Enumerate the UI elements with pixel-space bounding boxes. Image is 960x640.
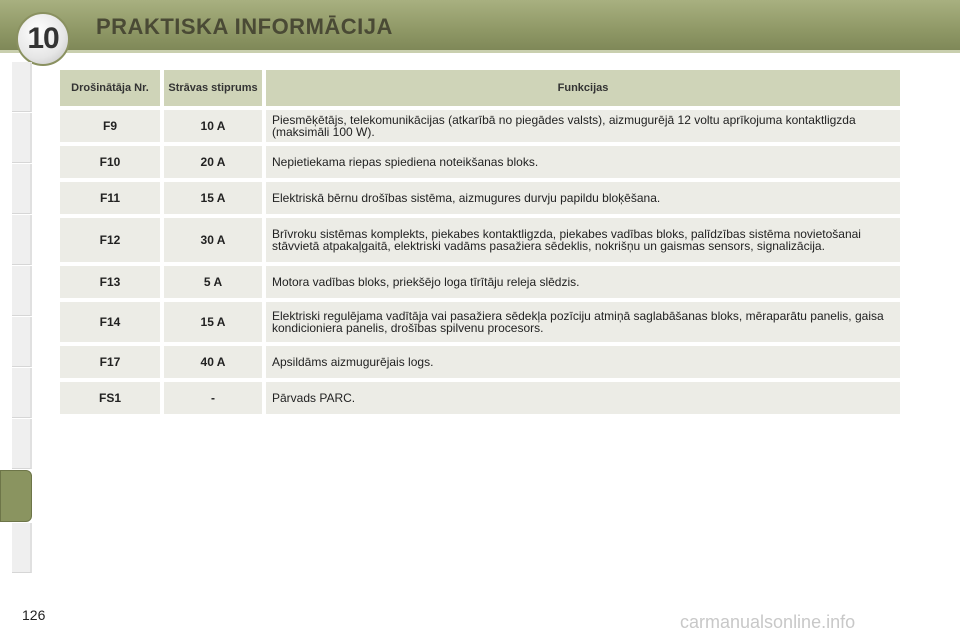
fuse-current: 40 A <box>164 346 262 378</box>
chapter-tab-3[interactable] <box>12 164 32 214</box>
fuse-number: F17 <box>60 346 160 378</box>
fuse-table <box>56 66 904 418</box>
table-row <box>60 110 900 142</box>
page-title: PRAKTISKA INFORMĀCIJA <box>96 14 393 39</box>
chapter-tab-5[interactable] <box>12 266 32 316</box>
chapter-tab-11[interactable] <box>12 523 32 573</box>
fuse-function: Motora vadības bloks, priekšējo loga tīrītāju releja slēdzis. <box>266 266 900 298</box>
fuse-number: FS1 <box>60 382 160 414</box>
chapter-side-tabs <box>0 62 34 574</box>
page-number: 126 <box>22 607 46 623</box>
fuse-function: Brīvroku sistēmas komplekts, piekabes kontaktligzda, piekabes vadības bloks, palīdzības sistēma novietošanai stāvvietā atpakaļgaitā, elektriski vadāms pasažiera sēdeklis, nokrišņu un gaismas sensors, signalizācija. <box>266 218 900 262</box>
chapter-tab-4[interactable] <box>12 215 32 265</box>
fuse-function: Elektriskā bērnu drošības sistēma, aizmugures durvju papildu bloķēšana. <box>266 182 900 214</box>
chapter-tab-6[interactable] <box>12 317 32 367</box>
table-row <box>60 182 900 214</box>
chapter-tab-2[interactable] <box>12 113 32 163</box>
fuse-current: 5 A <box>164 266 262 298</box>
chapter-tab-1[interactable] <box>12 62 32 112</box>
fuse-current: 30 A <box>164 218 262 262</box>
table-row <box>60 146 900 178</box>
fuse-current: 10 A <box>164 110 262 142</box>
fuse-number: F10 <box>60 146 160 178</box>
fuse-current: - <box>164 382 262 414</box>
chapter-tab-10-active[interactable] <box>0 470 32 522</box>
fuse-function: Pārvads PARC. <box>266 382 900 414</box>
column-header-functions: Funkcijas <box>266 70 900 106</box>
chapter-tab-8[interactable] <box>12 419 32 469</box>
column-header-current: Strāvas stiprums <box>164 70 262 106</box>
chapter-tab-7[interactable] <box>12 368 32 418</box>
fuse-function: Piesmēķētājs, telekomunikācijas (atkarībā no piegādes valsts), aizmugurējā 12 voltu aprīkojuma kontaktligzda (maksimāli 100 W). <box>266 110 900 142</box>
fuse-number: F14 <box>60 302 160 342</box>
watermark: carmanualsonline.info <box>680 612 856 632</box>
fuse-function: Nepietiekama riepas spiediena noteikšanas bloks. <box>266 146 900 178</box>
header-divider <box>0 50 960 53</box>
table-row <box>60 302 900 342</box>
fuse-number: F9 <box>60 110 160 142</box>
fuse-function: Apsildāms aizmugurējais logs. <box>266 346 900 378</box>
table-row <box>60 218 900 262</box>
table-row <box>60 346 900 378</box>
fuse-number: F11 <box>60 182 160 214</box>
fuse-current: 20 A <box>164 146 262 178</box>
fuse-number: F13 <box>60 266 160 298</box>
table-row <box>60 266 900 298</box>
table-header-row <box>60 70 900 106</box>
fuse-current: 15 A <box>164 302 262 342</box>
table-row <box>60 382 900 414</box>
column-header-fuse: Drošinātāja Nr. <box>60 70 160 106</box>
fuse-function: Elektriski regulējama vadītāja vai pasažiera sēdekļa pozīciju atmiņā saglabāšanas bloks, mēraparātu panelis, gaisa kondicioniera panelis, drošības spilvenu procesors. <box>266 302 900 342</box>
fuse-number: F12 <box>60 218 160 262</box>
fuse-current: 15 A <box>164 182 262 214</box>
chapter-badge: 10 <box>16 12 70 66</box>
